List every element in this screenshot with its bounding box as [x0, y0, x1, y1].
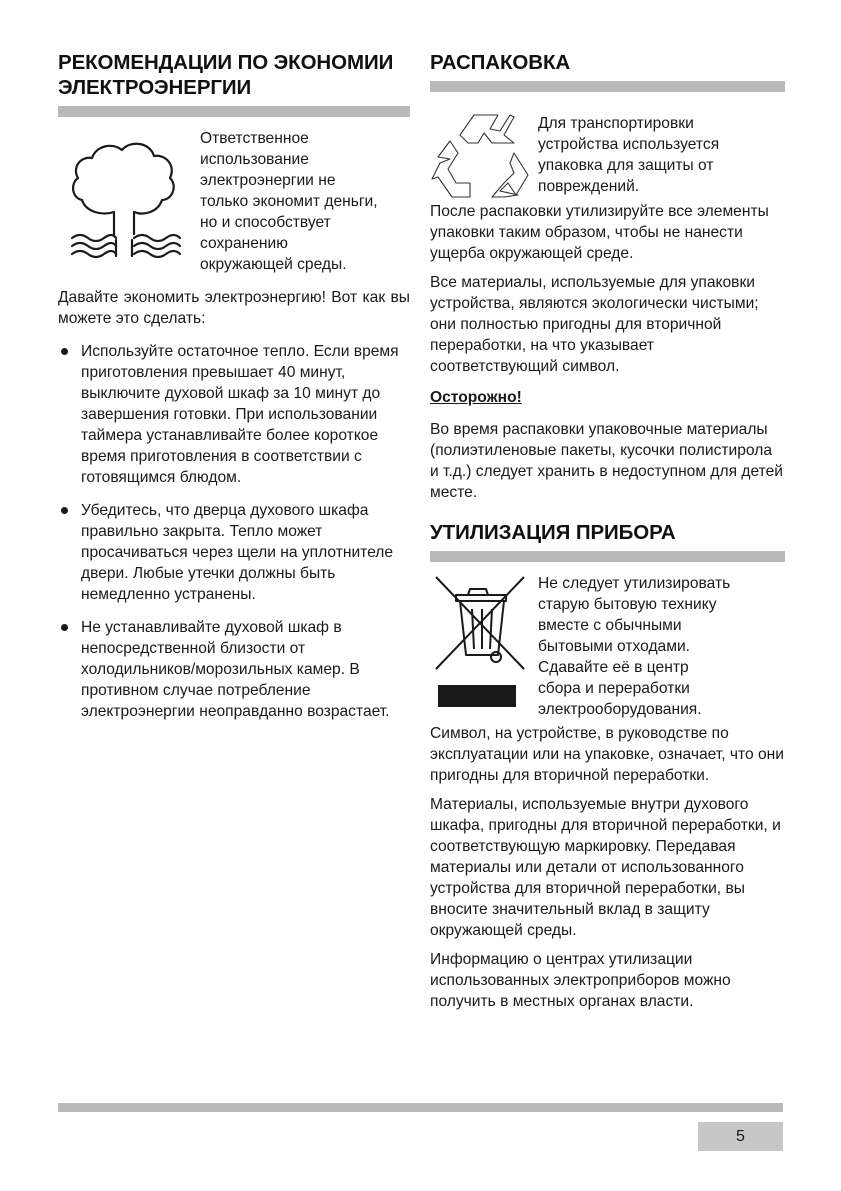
intro-line: Для транспортировки: [538, 115, 694, 132]
recycle-icon: [430, 113, 538, 201]
intro-line: сбора и переработки: [538, 680, 690, 697]
intro-line: вместе с обычными: [538, 617, 682, 634]
intro-line: сохранению: [200, 235, 288, 252]
energy-saving-section: [58, 50, 410, 734]
bullet-icon: [61, 624, 68, 631]
unpacking-disposal-section: [430, 50, 785, 1012]
unpack-intro-text: [538, 113, 785, 201]
intro-line: Не следует утилизировать: [538, 575, 731, 592]
energy-saving-title: [58, 50, 410, 100]
list-item-text: Убедитесь, что дверца духового шкафа правильно закрыта. Тепло может просачиваться через щели на уплотнителе двери. Любые утечки должны быть немедленно устранены.: [81, 502, 394, 603]
unpack-paragraph-1: После распаковки утилизируйте все элементы упаковки таким образом, чтобы не нанести ущерба окружающей среде.: [430, 203, 769, 262]
disposal-intro: [430, 573, 785, 721]
disposal-intro-text: [538, 573, 785, 721]
tips-list: [58, 341, 410, 722]
energy-intro-text: [200, 128, 410, 275]
intro-line: бытовыми отходами.: [538, 638, 690, 655]
list-item-text: Не устанавливайте духовой шкаф в непосредственной близости от холодильников/морозильных камер. В противном случае потребление электроэнергии неоправданно возрастает.: [81, 619, 390, 720]
list-item: [58, 341, 410, 488]
tree-icon: [58, 128, 200, 268]
warning-text: Во время распаковки упаковочные материалы (полиэтиленовые пакеты, кусочки полистирола и т.д.) следует хранить в недоступном для детей месте.: [430, 421, 783, 501]
intro-line: устройства используется: [538, 136, 720, 153]
disposal-paragraph-1: Символ, на устройстве, в руководстве по эксплуатации или на упаковке, означает, что они пригодны для вторичной переработки.: [430, 725, 784, 784]
unpack-intro: [430, 113, 785, 201]
intro-line: окружающей среды.: [200, 256, 347, 273]
list-item: [58, 500, 410, 605]
warning-label: Осторожно!: [430, 389, 522, 406]
list-item: [58, 617, 410, 722]
intro-line: использование: [200, 151, 309, 168]
energy-intro: [58, 128, 410, 275]
disposal-paragraph-2: Материалы, используемые внутри духового шкафа, пригодны для вторичной переработки, и соответствующую маркировку. Передавая материалы или детали от использованного устройства для вторичной переработки, вы вносите значительный вклад в защиту окружающей среды.: [430, 796, 781, 939]
title-line: РЕКОМЕНДАЦИИ ПО ЭКОНОМИИ: [58, 51, 394, 74]
section-divider: [430, 81, 785, 92]
intro-line: повреждений.: [538, 178, 640, 195]
intro-line: электрооборудования.: [538, 701, 702, 718]
intro-line: Ответственное: [200, 130, 309, 147]
intro-line: старую бытовую технику: [538, 596, 717, 613]
unpack-paragraph-2: Все материалы, используемые для упаковки устройства, являются экологически чистыми; они полностью пригодны для вторичной переработки, на что указывает соответствующий символ.: [430, 274, 759, 375]
section-divider: [58, 106, 410, 117]
disposal-title: УТИЛИЗАЦИЯ ПРИБОРА: [430, 521, 676, 544]
title-line: ЭЛЕКТРОЭНЕРГИИ: [58, 76, 252, 99]
list-item-text: Используйте остаточное тепло. Если время приготовления превышает 40 минут, выключите духовой шкаф за 10 минут до завершения готовки. При использовании таймера устанавливайте более короткое время приготовления в соответствии с готовящимся блюдом.: [81, 343, 399, 486]
section-divider: [430, 551, 785, 562]
intro-line: только экономит деньги,: [200, 193, 378, 210]
footer-divider: [58, 1103, 783, 1112]
disposal-paragraph-3: Информацию о центрах утилизации использованных электроприборов можно получить в местных органах власти.: [430, 951, 731, 1010]
intro-line: Сдавайте её в центр: [538, 659, 689, 676]
crossed-bin-icon: [430, 573, 538, 721]
intro-line: но и способствует: [200, 214, 331, 231]
intro-line: упаковка для защиты от: [538, 157, 714, 174]
unpacking-title: РАСПАКОВКА: [430, 51, 571, 74]
call-to-action: Давайте экономить электроэнергию! Вот как вы можете это сделать:: [58, 289, 410, 327]
intro-line: электроэнергии не: [200, 172, 336, 189]
bullet-icon: [61, 507, 68, 514]
page-number: 5: [698, 1122, 783, 1151]
bullet-icon: [61, 348, 68, 355]
